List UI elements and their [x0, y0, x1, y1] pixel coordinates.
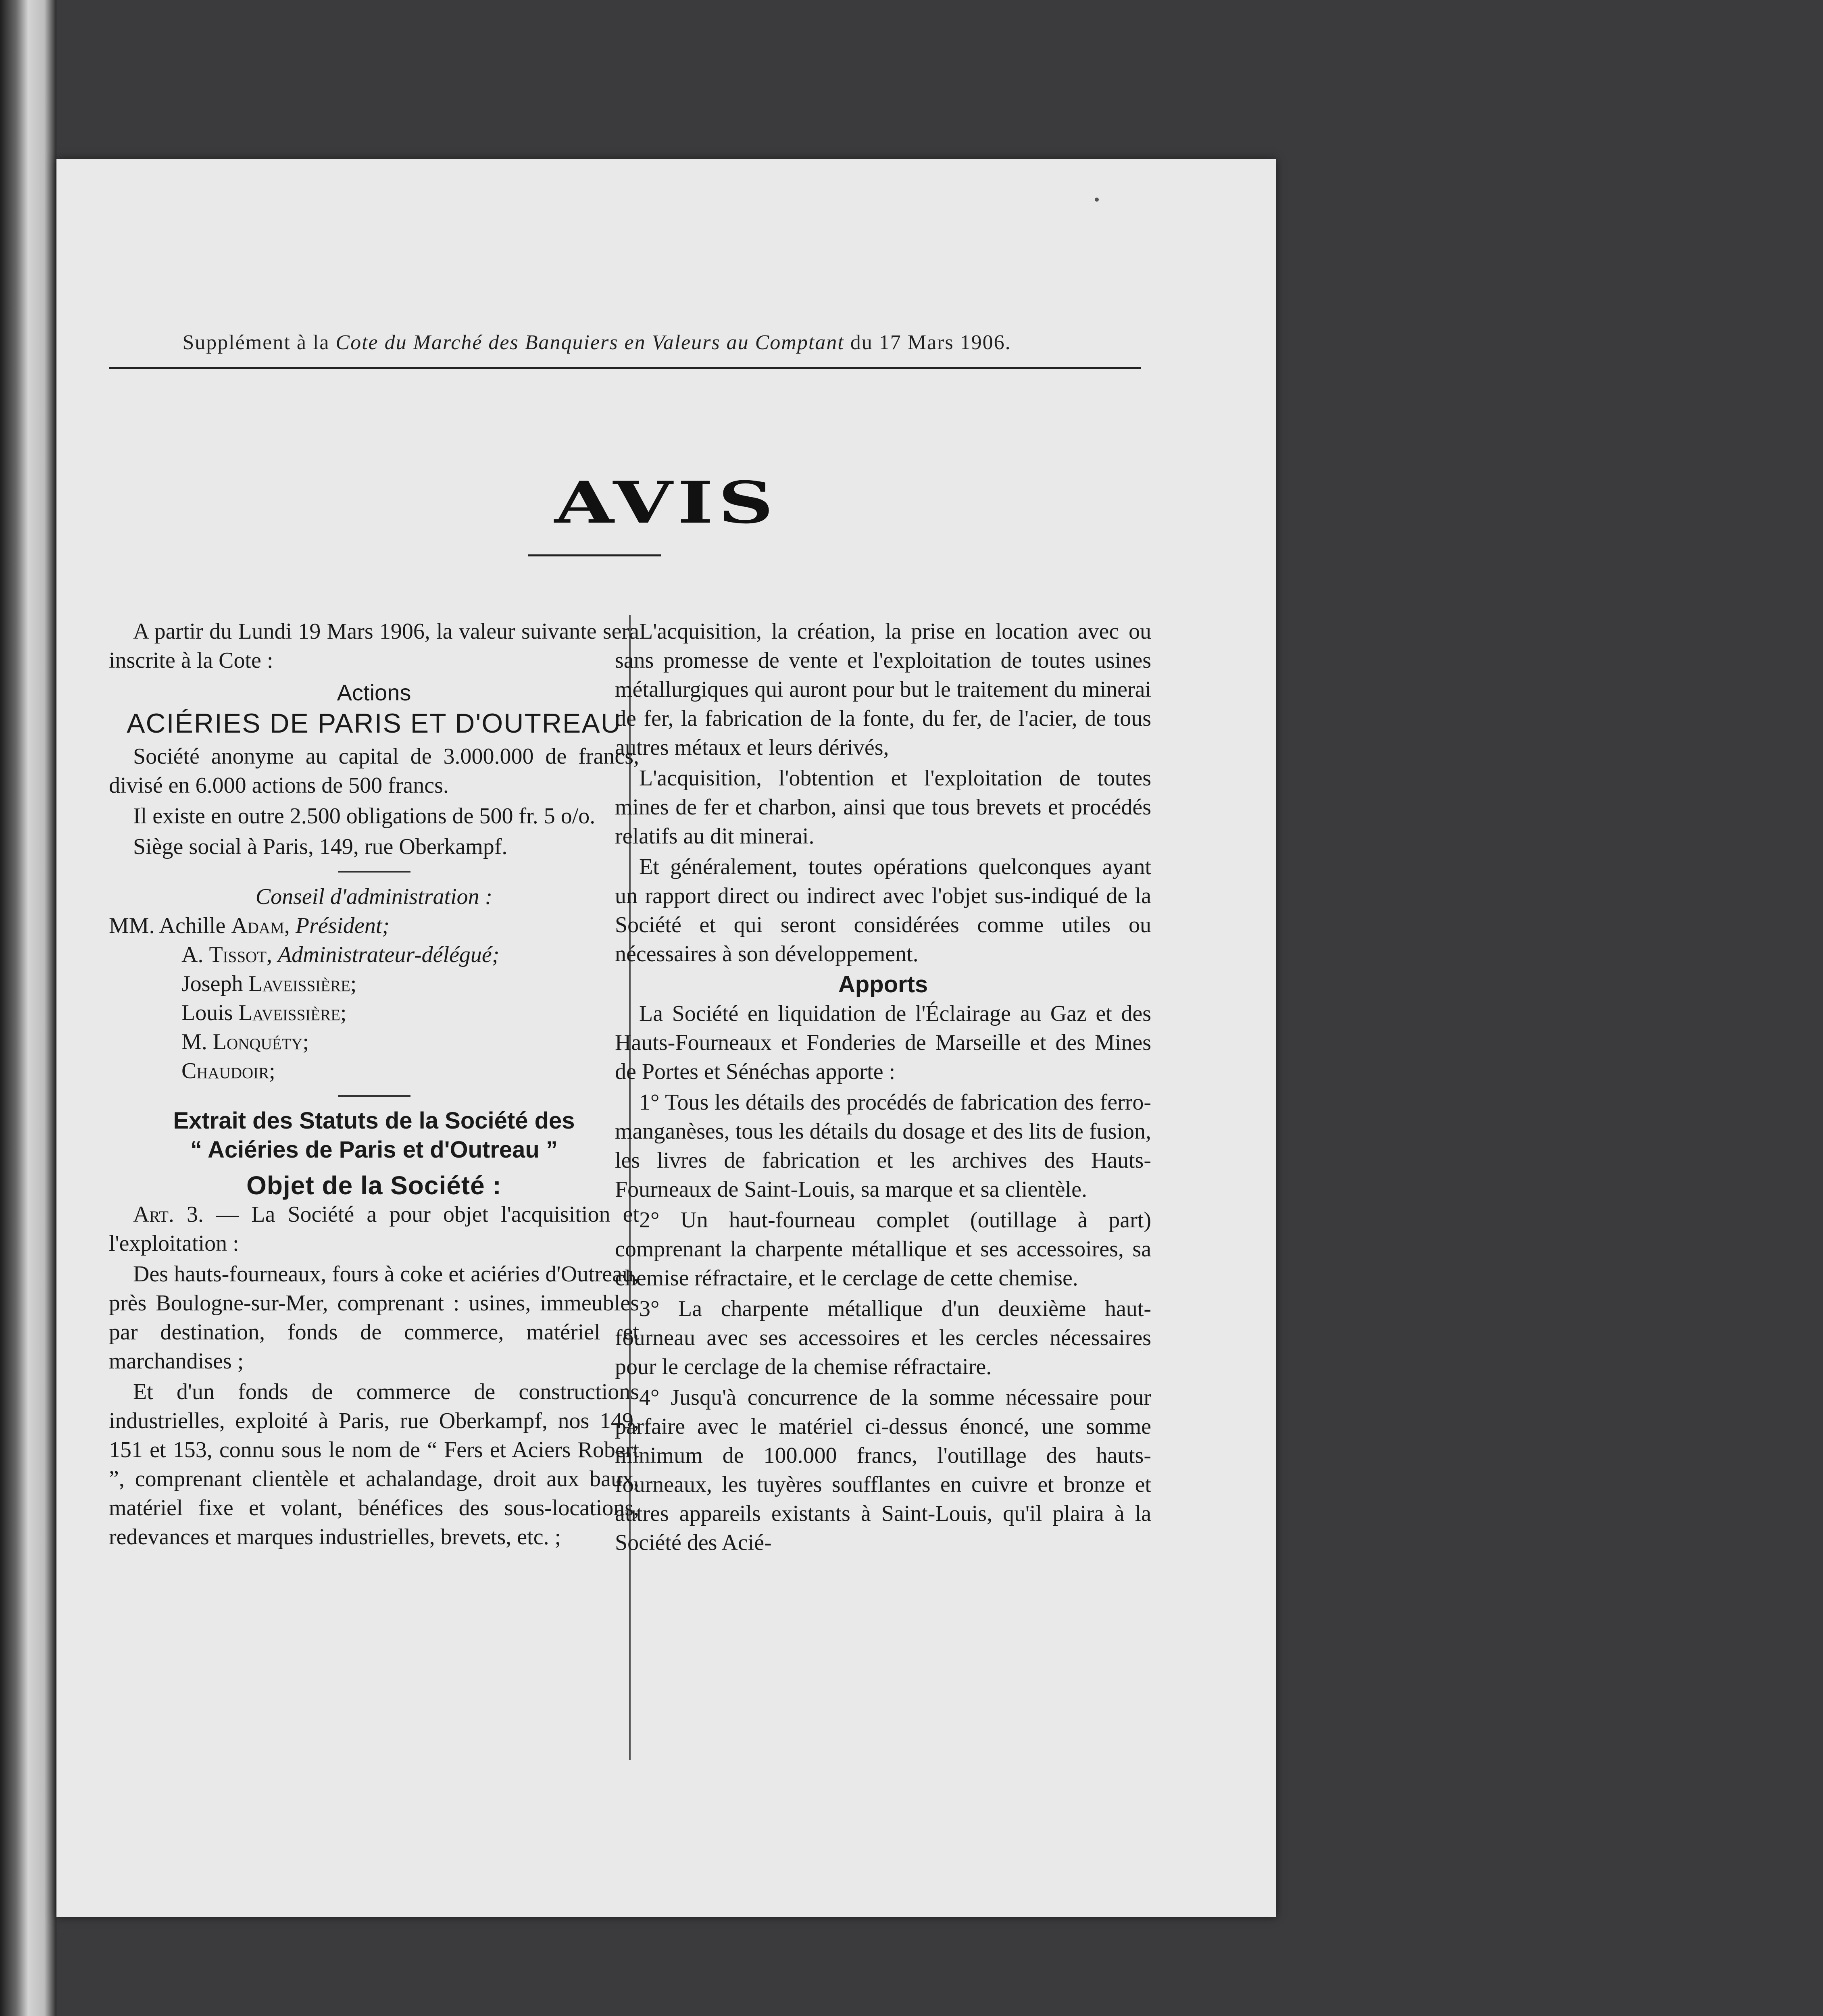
board-member: A. Tissot, Administrateur-délégué;: [181, 942, 500, 967]
section-rule: [338, 871, 410, 873]
apports-intro: La Société en liquidation de l'Éclairage au Gaz et des Hauts-Fourneaux et Fonderies de Marseille et des Mines de Portes et Sénéchas apporte :: [615, 1001, 1151, 1084]
art3-paragraph: Art. 3. — La Société a pour objet l'acquisition et l'exploitation :: [109, 1202, 640, 1256]
page-mark: [1095, 198, 1099, 202]
apport-3: 3° La charpente métallique d'un deuxième haut-fourneau avec ses accessoires et les cercles nécessaires pour le cerclage de la chemise réfractaire.: [615, 1296, 1151, 1379]
siege-paragraph: Siège social à Paris, 149, rue Oberkampf.: [133, 834, 508, 859]
page-title: AVIS: [554, 469, 779, 537]
left-column: [109, 617, 639, 1553]
mines-paragraph: L'acquisition, l'obtention et l'exploitation de toutes mines de fer et charbon, ainsi que tous brevets et procédés relatifs au dit minerai.: [615, 766, 1151, 849]
board-member: Joseph Laveissière;: [181, 971, 357, 996]
apport-1: 1° Tous les détails des procédés de fabrication des ferro-manganèses, tous les détails du dosage et des lits de fusion, les livres de fabrication et les archives des Hauts-Fourneaux de Saint-Louis, sa marque et sa clientèle.: [615, 1090, 1151, 1202]
page-header: [109, 331, 1085, 354]
adjacent-page-edge: [0, 0, 56, 2016]
apport-2: 2° Un haut-fourneau complet (outillage à part) comprenant la charpente métallique et ses accessoires, sa chemise réfractaire, et le cerclage de cette chemise.: [615, 1208, 1151, 1291]
apports-heading: Apports: [838, 971, 928, 998]
acquisition-paragraph: L'acquisition, la création, la prise en location avec ou sans promesse de vente et l'exploitation de toutes usines métallurgiques qui auront pour but le traitement du minerai de fer, la fabrication de la fonte, du fer, de l'acier, de tous autres métaux et leurs dérivés,: [615, 619, 1151, 760]
board-list: [109, 911, 639, 1085]
board-member: Chaudoir;: [181, 1058, 275, 1083]
board-member: MM. Achille Adam, Président;: [109, 913, 390, 938]
operations-paragraph: Et généralement, toutes opérations quelconques ayant un rapport direct ou indirect avec l'objet sus-indiqué de la Société et qui seront considérées comme utiles ou nécessaires à son développement.: [615, 854, 1151, 966]
board-member: M. Lonquéty;: [181, 1029, 309, 1054]
capital-paragraph: Société anonyme au capital de 3.000.000 de francs, divisé en 6.000 actions de 500 francs.: [109, 744, 639, 798]
intro-paragraph: A partir du Lundi 19 Mars 1906, la valeur suivante sera inscrite à la Cote :: [109, 619, 639, 673]
section-rule: [338, 1095, 410, 1097]
extrait-heading-1: Extrait des Statuts de la Société des: [173, 1108, 575, 1134]
header-rule: [109, 367, 1141, 369]
header-prefix: Supplément à la: [182, 331, 330, 354]
right-column: [615, 617, 1151, 1559]
obligations-paragraph: Il existe en outre 2.500 obligations de 500 fr. 5 o/o.: [133, 804, 596, 829]
title-rule: [528, 554, 661, 556]
hauts-fourneaux-paragraph: Des hauts-fourneaux, fours à coke et aciéries d'Outreau, près Boulogne-sur-Mer, comprenant : usines, immeubles par destination, fonds de commerce, matériel et marchandises ;: [109, 1262, 639, 1374]
header-date: du 17 Mars 1906.: [850, 331, 1011, 354]
apport-4: 4° Jusqu'à concurrence de la somme nécessaire pour parfaire avec le matériel ci-dessus énoncé, une somme minimum de 100.000 francs, l'outillage des hauts-fourneaux, les tuyères soufflantes en cuivre et bronze et autres appareils existants à Saint-Louis, qu'il plaira à la Société des Acié-: [615, 1385, 1151, 1555]
extrait-heading-2: “ Aciéries de Paris et d'Outreau ”: [190, 1137, 558, 1163]
fonds-commerce-paragraph: Et d'un fonds de commerce de constructions industrielles, exploité à Paris, rue Oberkampf, nos 149, 151 et 153, connu sous le nom de “ Fers et Aciers Robert ”, comprenant clientèle et achalandage, droit aux baux, matériel fixe et volant, bénéfices des sous-locations, redevances et marques industrielles, brevets, etc. ;: [109, 1379, 639, 1549]
objet-heading: Objet de la Société :: [246, 1171, 502, 1200]
conseil-heading: Conseil d'administration :: [255, 884, 493, 909]
actions-heading: Actions: [337, 680, 411, 705]
company-name: ACIÉRIES DE PARIS ET D'OUTREAU: [127, 708, 621, 739]
document-page: [56, 159, 1276, 1917]
board-member: Louis Laveissière;: [181, 1000, 347, 1025]
header-publication: Cote du Marché des Banquiers en Valeurs au Comptant: [335, 331, 844, 354]
